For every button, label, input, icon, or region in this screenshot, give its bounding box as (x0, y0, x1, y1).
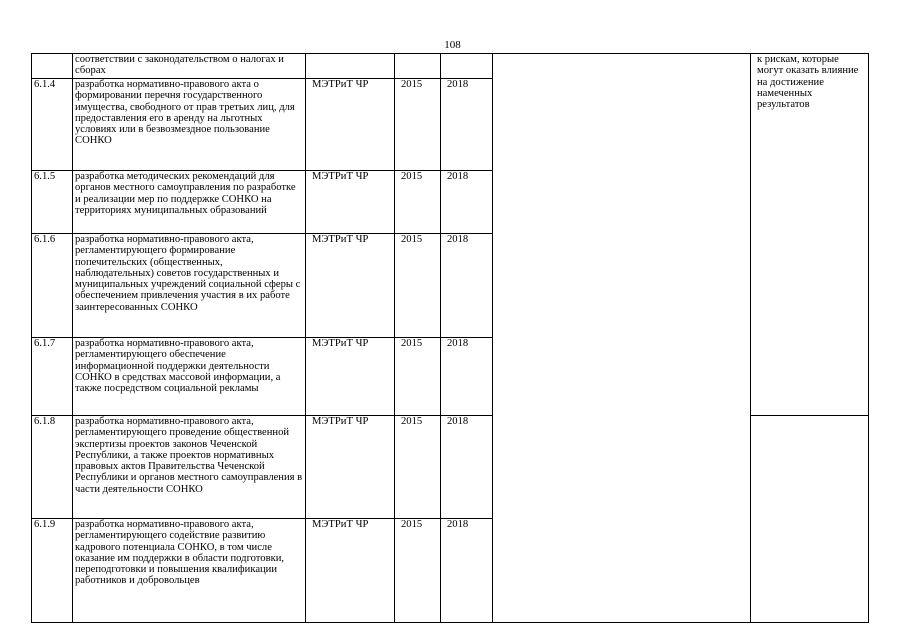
cell-start-year: 2015 (395, 79, 441, 171)
cell-executor: МЭТРиТ ЧР (306, 234, 395, 338)
cell-start-year: 2015 (395, 416, 441, 519)
cell-risks: к рискам, которые могут оказать влияние на достижение намеченных результатов (751, 54, 869, 416)
cell-end-year: 2018 (441, 234, 493, 338)
cell-number (32, 54, 73, 79)
program-measures-table (31, 53, 869, 623)
cell-measure-text: разработка нормативно-правового акта, регламентирующего содействие развитию кадрового потенциала СОНКО, в том числе оказание им поддержки в области подготовки, переподготовки и повышения квалификации работников и добровольцев (73, 519, 306, 623)
cell-end-year: 2018 (441, 416, 493, 519)
cell-number: 6.1.6 (32, 234, 73, 338)
cell-executor: МЭТРиТ ЧР (306, 416, 395, 519)
cell-start-year (395, 54, 441, 79)
cell-start-year: 2015 (395, 171, 441, 234)
cell-end-year: 2018 (441, 79, 493, 171)
cell-measure-text: разработка нормативно-правового акта, регламентирующего формирование попечительских (общественных, наблюдательных) советов государственных и муниципальных учреждений социальной сферы с обеспечением привлечения участия в их работе заинтересованных СОНКО (73, 234, 306, 338)
cell-number: 6.1.8 (32, 416, 73, 519)
cell-executor: МЭТРиТ ЧР (306, 338, 395, 416)
cell-end-year (441, 54, 493, 79)
cell-measure-text: соответствии с законодательством о налогах и сборах (73, 54, 306, 79)
cell-measure-text: разработка методических рекомендаций для органов местного самоуправления по разработке и реализации мер по поддержке СОНКО на территориях муниципальных образований (73, 171, 306, 234)
cell-number: 6.1.7 (32, 338, 73, 416)
cell-start-year: 2015 (395, 234, 441, 338)
cell-end-year: 2018 (441, 338, 493, 416)
cell-risks-empty (751, 416, 869, 623)
cell-end-year: 2018 (441, 519, 493, 623)
cell-executor (306, 54, 395, 79)
table-row-continuation (32, 54, 869, 79)
cell-number: 6.1.5 (32, 171, 73, 234)
cell-executor: МЭТРиТ ЧР (306, 79, 395, 171)
cell-end-year: 2018 (441, 171, 493, 234)
cell-number: 6.1.9 (32, 519, 73, 623)
cell-measure-text: разработка нормативно-правового акта, регламентирующего обеспечение информационной поддержки деятельности СОНКО в средствах массовой информации, а также посредством социальной рекламы (73, 338, 306, 416)
cell-start-year: 2015 (395, 519, 441, 623)
cell-indicator (493, 54, 751, 623)
cell-executor: МЭТРиТ ЧР (306, 519, 395, 623)
page-number: 108 (444, 39, 461, 51)
cell-number: 6.1.4 (32, 79, 73, 171)
cell-measure-text: разработка нормативно-правового акта, регламентирующего проведение общественной экспертизы проектов законов Чеченской Республики, а также проектов нормативных правовых актов Правительства Чеченской Республики и органов местного самоуправления в части деятельности СОНКО (73, 416, 306, 519)
cell-executor: МЭТРиТ ЧР (306, 171, 395, 234)
cell-start-year: 2015 (395, 338, 441, 416)
cell-measure-text: разработка нормативно-правового акта о формировании перечня государственного имущества, свободного от прав третьих лиц, для предоставления его в аренду на льготных условиях или в безвозмездное пользование СОНКО (73, 79, 306, 171)
